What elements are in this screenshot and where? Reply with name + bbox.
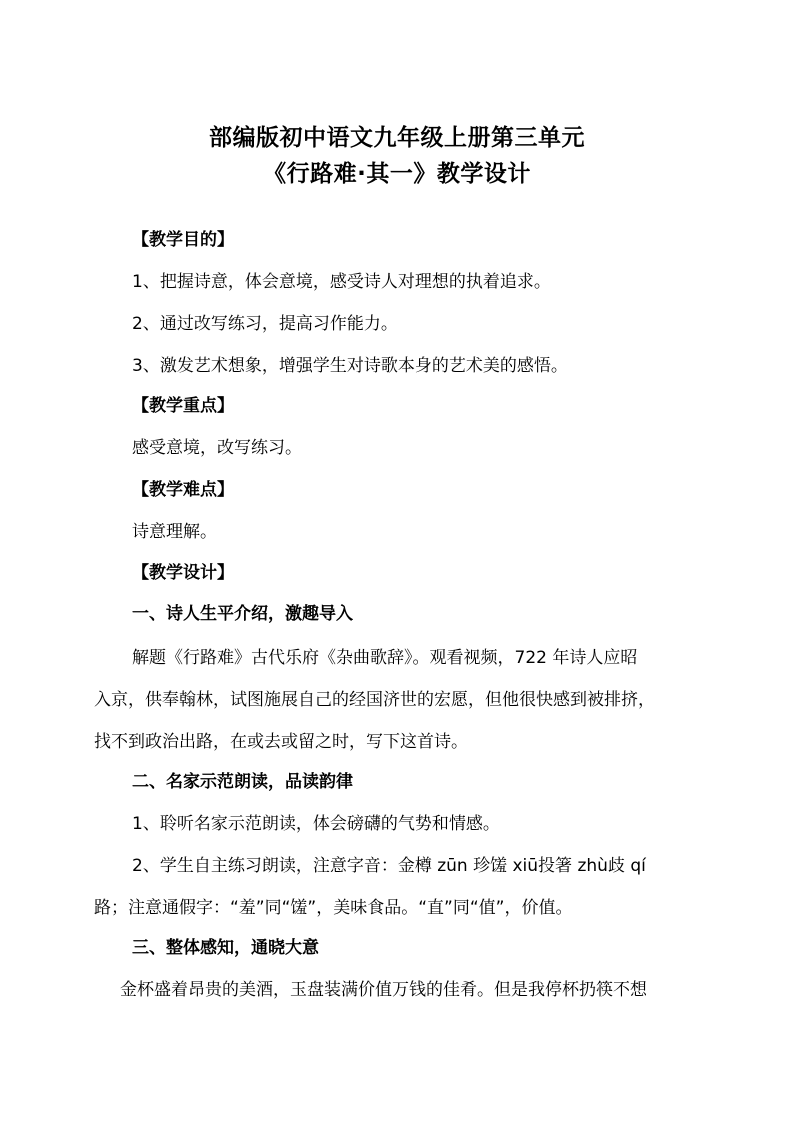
section1-paragraph-line: 入京，供奉翰林，试图施展自己的经国济世的宏愿，但他很快感到被排挤， <box>94 690 655 710</box>
goal-item: 1、把握诗意，体会意境，感受诗人对理想的执着追求。 <box>132 272 551 292</box>
key-points-text: 感受意境，改写练习。 <box>132 438 302 458</box>
section2-paragraph-line: 2、学生自主练习朗读，注意字音：金樽 zūn 珍馐 xiū投箸 zhù歧 qí <box>132 856 646 876</box>
section1-title: 一、诗人生平介绍，激趣导入 <box>132 604 353 624</box>
section3-paragraph-line: 金杯盛着昂贵的美酒，玉盘装满价值万钱的佳肴。但是我停杯扔筷不想 <box>120 980 647 1000</box>
section1-paragraph-line: 找不到政治出路，在或去或留之时，写下这首诗。 <box>94 732 468 752</box>
goal-item: 2、通过改写练习，提高习作能力。 <box>132 314 398 334</box>
design-heading: 【教学设计】 <box>132 563 234 583</box>
section2-title: 二、名家示范朗读，品读韵律 <box>132 772 353 792</box>
goal-item: 3、激发艺术想象，增强学生对诗歌本身的艺术美的感悟。 <box>132 356 568 376</box>
goals-heading: 【教学目的】 <box>132 230 234 250</box>
section2-paragraph-line: 1、聆听名家示范朗读，体会磅礴的气势和情感。 <box>132 814 500 834</box>
difficulties-heading: 【教学难点】 <box>132 480 234 500</box>
document-title-line1: 部编版初中语文九年级上册第三单元 <box>209 125 585 151</box>
section1-paragraph-line: 解题《行路难》古代乐府《杂曲歌辞》。观看视频，722 年诗人应昭 <box>132 648 638 668</box>
key-points-heading: 【教学重点】 <box>132 396 234 416</box>
document-title-line2: 《行路难·其一》教学设计 <box>263 161 531 187</box>
section3-title: 三、整体感知，通晓大意 <box>132 938 319 958</box>
difficulties-text: 诗意理解。 <box>132 522 217 542</box>
section2-paragraph-line: 路；注意通假字：“羞”同“馐”，美味食品。“直”同“值”，价值。 <box>94 898 573 918</box>
